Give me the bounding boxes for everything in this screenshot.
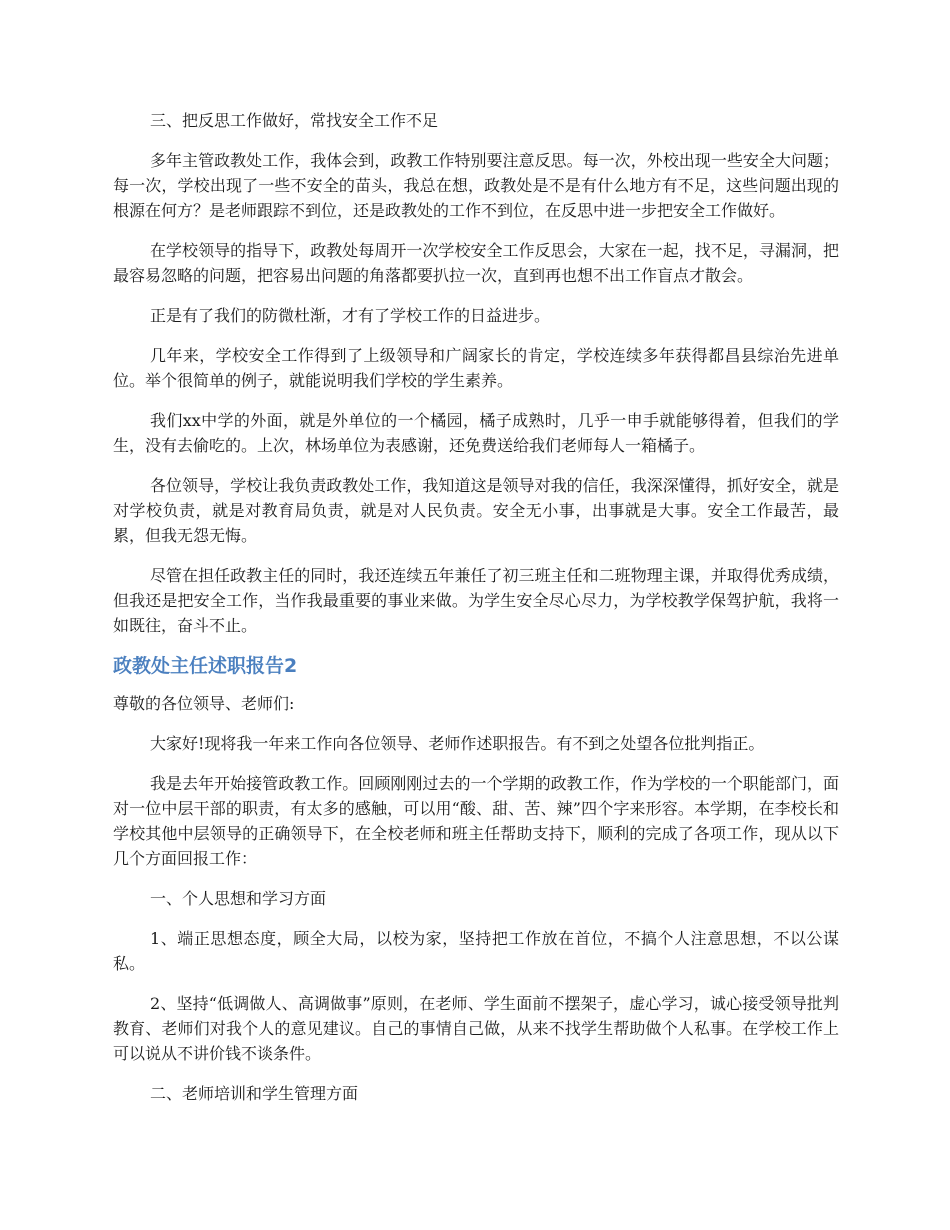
salutation: 尊敬的各位领导、老师们: <box>113 694 295 713</box>
body-paragraph: 大家好!现将我一年来工作向各位领导、老师作述职报告。有不到之处望各位批判指正。 <box>150 734 765 753</box>
body-paragraph: 正是有了我们的防微杜渐，才有了学校工作的日益进步。 <box>150 306 551 325</box>
list-item: 2、坚持“低调做人、高调做事”原则，在老师、学生面前不摆架子，虚心学习，诚心接受领导批判教育、老师们对我个人的意见建议。自己的事情自己做，从来不找学生帮助做个人私事。在学校工作上可以说从不讲价钱不谈条件。 <box>113 994 839 1063</box>
body-paragraph: 在学校领导的指导下，政教处每周开一次学校安全工作反思会，大家在一起，找不足，寻漏洞，把最容易忽略的问题，把容易出问题的角落都要扒拉一次，直到再也想不出工作盲点才散会。 <box>113 241 839 285</box>
body-paragraph: 尽管在担任政教主任的同时，我还连续五年兼任了初三班主任和二班物理主课，并取得优秀成绩，但我还是把安全工作，当作我最重要的事业来做。为学生安全尽心尽力，为学校教学保驾护航，我将一如既往，奋斗不止。 <box>113 566 839 635</box>
list-item: 1、端正思想态度，顾全大局，以校为家，坚持把工作放在首位，不搞个人注意思想，不以公谋私。 <box>113 929 839 973</box>
body-paragraph: 各位领导，学校让我负责政教处工作，我知道这是领导对我的信任，我深深懂得，抓好安全，就是对学校负责，就是对教育局负责，就是对人民负责。安全无小事，出事就是大事。安全工作最苦，最累，但我无怨无悔。 <box>113 476 839 545</box>
subsection-heading-thought: 一、个人思想和学习方面 <box>150 889 327 908</box>
body-paragraph: 我们xx中学的外面，就是外单位的一个橘园，橘子成熟时，几乎一申手就能够得着，但我们的学生，没有去偷吃的。上次，林场单位为表感谢，还免费送给我们老师每人一箱橘子。 <box>113 411 839 455</box>
body-paragraph: 我是去年开始接管政教工作。回顾刚刚过去的一个学期的政教工作，作为学校的一个职能部门，面对一位中层干部的职责，有太多的感触，可以用“酸、甜、苦、辣”四个字来形容。本学期，在李校长和学校其他中层领导的正确领导下，在全校老师和班主任帮助支持下，顺利的完成了各项工作，现从以下几个方面回报工作： <box>113 774 839 868</box>
subsection-heading-training: 二、老师培训和学生管理方面 <box>150 1084 359 1103</box>
document-page <box>113 108 839 1121</box>
body-paragraph: 几年来，学校安全工作得到了上级领导和广阔家长的肯定，学校连续多年获得都昌县综治先进单位。举个很简单的例子，就能说明我们学校的学生素养。 <box>113 346 839 390</box>
body-paragraph: 多年主管政教处工作，我体会到，政教工作特别要注意反思。每一次，外校出现一些安全大问题；每一次，学校出现了一些不安全的苗头，我总在想，政教处是不是有什么地方有不足，这些问题出现的根源在何方？是老师跟踪不到位，还是政教处的工作不到位，在反思中进一步把安全工作做好。 <box>113 151 839 220</box>
report-title: 政教处主任述职报告2 <box>113 655 298 677</box>
section-heading-reflection: 三、把反思工作做好，常找安全工作不足 <box>150 111 439 130</box>
